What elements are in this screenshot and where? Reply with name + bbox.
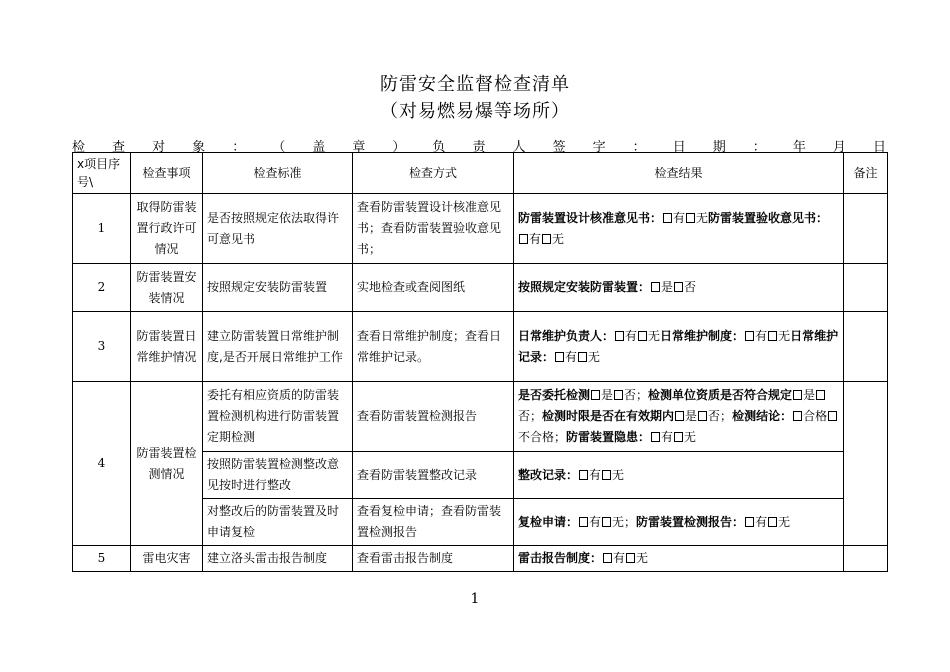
row-number: 1 [73,194,131,264]
row-remarks [844,546,888,572]
row-remarks [844,382,888,546]
checkbox-icon [745,517,754,527]
result-option: 无 [778,328,791,343]
row-result [514,499,844,546]
result-label: 防雷装置检测报告： [636,514,745,529]
header-inspection-method: 检查方式 [353,153,514,194]
info-char: （ [272,140,286,155]
info-char: 查 [112,140,126,155]
checkbox-icon [578,352,587,362]
result-label: 复检申请： [518,514,579,529]
row-result [514,452,844,499]
checkbox-icon [579,470,588,480]
info-char: 年 [792,140,806,155]
result-option: 有 [589,514,602,529]
result-option: 无 [696,210,709,225]
info-char: 检 [72,140,86,155]
info-char: 签 [552,140,566,155]
table-row [73,546,888,572]
info-char: 期 [712,140,726,155]
result-label: 日常维护制度： [660,328,745,343]
result-option: 有 [529,231,542,246]
row-result [514,546,844,572]
result-option: 否； [708,409,733,423]
result-option: 是 [601,388,614,402]
checkbox-icon [674,432,683,442]
result-option: 无 [552,231,565,246]
info-char: 盖 [312,140,326,155]
result-option: 有 [589,467,602,482]
inspection-table [72,152,888,572]
row-result [514,312,844,382]
table-header-row [73,153,888,194]
table-row [73,194,888,264]
table-row [73,382,888,452]
result-label: 是否委托检测 [518,388,591,402]
result-option: 有 [613,551,626,565]
info-char: 人 [512,140,526,155]
header-inspection-item: 检查事项 [131,153,203,194]
checkbox-icon [675,411,684,421]
checkbox-icon [626,553,635,563]
checkbox-icon [638,331,647,341]
checkbox-icon [614,390,623,400]
result-label: 检测时限是否在有效期内 [542,409,675,423]
info-char: 对 [152,140,166,155]
result-option: 有 [661,430,674,444]
row-standard: 建立洛头雷击报告制度 [203,546,353,572]
result-option: 是 [803,388,816,402]
checkbox-icon [591,390,600,400]
info-char: 章 [352,140,366,155]
checkbox-icon [686,213,695,223]
header-inspection-result: 检查结果 [514,153,844,194]
result-option: 无 [636,551,649,565]
result-label: 日常维护记录： [518,328,839,364]
header-inspection-standard: 检查标准 [203,153,353,194]
table-row [73,264,888,312]
row-remarks [844,312,888,382]
document-title: 防雷安全监督检查清单 [380,74,570,95]
result-option: 有 [673,210,686,225]
result-label: 检测单位资质是否符合规定 [648,388,793,402]
result-option: 否； [624,388,649,402]
result-option: 无 [612,467,625,482]
result-label: 防雷装置设计核准意见书： [518,210,663,225]
row-standard: 对整改后的防雷装置及时申请复检 [203,499,353,546]
row-method: 查看防雷装置整改记录 [353,452,514,499]
result-label: 雷击报告制度： [518,551,603,565]
row-standard: 是否按照规定依法取得许可意见书 [203,194,353,264]
result-option: 有 [755,328,768,343]
row-number: 2 [73,264,131,312]
checkbox-icon [816,390,825,400]
row-item: 取得防雷装置行政许可情况 [131,194,203,264]
header-remarks: 备注 [844,153,888,194]
checkbox-icon [603,553,612,563]
table-row [73,312,888,382]
result-option: 是 [685,409,698,423]
row-result [514,382,844,452]
result-option: 否 [684,280,697,294]
row-item: 防雷装置日常维护情况 [131,312,203,382]
row-result [514,264,844,312]
result-option: 不合格； [518,430,567,444]
checkbox-icon [768,517,777,527]
result-option: 合格 [803,409,828,423]
checkbox-icon [555,352,564,362]
info-char: 责 [472,140,486,155]
row-item: 防雷装置检测情况 [131,382,203,546]
row-item: 防雷装置安装情况 [131,264,203,312]
info-char: ： [752,140,766,155]
result-option: 有 [565,349,578,364]
info-char: 负 [432,140,446,155]
result-label: 日常维护负责人： [518,328,615,343]
row-result [514,194,844,264]
result-option: 无 [684,430,697,444]
result-label: 防雷装置隐患： [566,430,651,444]
info-char: 字 [592,140,606,155]
checkbox-icon [615,331,624,341]
row-method: 查看防雷装置检测报告 [353,382,514,452]
checkbox-icon [828,411,837,421]
result-option: 是 [661,280,674,294]
result-label: 检测结论： [732,409,793,423]
info-char: 象 [192,140,206,155]
checkbox-icon [602,470,611,480]
checkbox-icon [793,390,802,400]
row-remarks [844,264,888,312]
result-label: 整改记录： [518,467,579,482]
document-subtitle: （对易燃易爆等场所） [380,101,570,122]
result-option: 无； [612,514,637,529]
row-standard: 按照防雷装置检测整改意见按时进行整改 [203,452,353,499]
checkbox-icon [519,234,528,244]
result-option: 无 [648,328,661,343]
row-number: 3 [73,312,131,382]
result-label: 按照规定安装防雷装置： [518,280,651,294]
page-number: 1 [470,591,480,607]
info-char: 月 [832,140,846,155]
row-method: 查看防雷装置设计核准意见书；查看防雷装置验收意见书； [353,194,514,264]
row-standard: 建立防雷装置日常维护制度,是否开展日常维护工作 [203,312,353,382]
checkbox-icon [651,432,660,442]
row-method: 查看复检申请；查看防雷装置检测报告 [353,499,514,546]
row-number: 4 [73,382,131,546]
result-option: 无 [778,514,791,529]
header-serial-number: x项目序号\ [73,153,131,194]
checkbox-icon [602,517,611,527]
row-number: 5 [73,546,131,572]
info-char: 日 [672,140,686,155]
checkbox-icon [768,331,777,341]
checkbox-icon [745,331,754,341]
checkbox-icon [674,282,683,292]
checkbox-icon [663,213,672,223]
row-method: 实地检查或查阅图纸 [353,264,514,312]
info-char: ： [632,140,646,155]
info-char: ： [232,140,246,155]
info-char: ） [392,140,406,155]
result-label: 防雷装置验收意见书： [708,210,829,225]
row-remarks [844,194,888,264]
checkbox-icon [542,234,551,244]
row-method: 查看雷击报告制度 [353,546,514,572]
result-option: 有 [755,514,768,529]
info-char: 日 [872,140,886,155]
result-option: 无 [588,349,601,364]
checkbox-icon [651,282,660,292]
row-standard: 按照规定安装防雷装置 [203,264,353,312]
checkbox-icon [793,411,802,421]
row-method: 查看日常维护制度；查看日常维护记录。 [353,312,514,382]
result-option: 否； [518,409,543,423]
result-option: 有 [625,328,638,343]
row-item: 雷电灾害 [131,546,203,572]
checkbox-icon [579,517,588,527]
checkbox-icon [698,411,707,421]
row-standard: 委托有相应资质的防雷装置检测机构进行防雷装置定期检测 [203,382,353,452]
